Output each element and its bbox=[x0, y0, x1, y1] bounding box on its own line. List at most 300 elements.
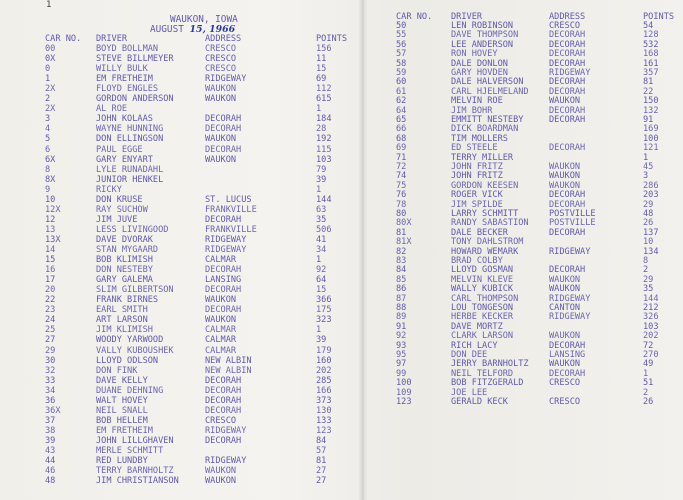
table-row bbox=[0, 235, 362, 245]
driver-name: WALLY KUBICK bbox=[451, 284, 514, 295]
driver-name: DALE HALVERSON bbox=[451, 77, 524, 88]
car-number: 6 bbox=[45, 144, 51, 155]
driver-address: WAUKON bbox=[549, 162, 581, 172]
points-value: 169 bbox=[643, 124, 659, 135]
header-address: ADDRESS bbox=[205, 34, 242, 44]
header-points: POINTS bbox=[316, 34, 348, 44]
driver-name: CLARK LARSON bbox=[451, 331, 514, 342]
driver-name: TIM MOLLERS bbox=[451, 133, 508, 144]
car-number: 6X bbox=[45, 154, 56, 165]
driver-name: GERALD KECK bbox=[451, 397, 508, 407]
car-number: 4 bbox=[45, 124, 51, 135]
car-number: 24 bbox=[45, 315, 56, 326]
car-number: 62 bbox=[396, 96, 407, 107]
car-number: 1 bbox=[45, 74, 51, 85]
driver-address: DECORAH bbox=[549, 105, 586, 116]
points-value: 532 bbox=[643, 39, 659, 50]
driver-address: WAUKON bbox=[549, 96, 581, 107]
car-number: 00 bbox=[45, 44, 56, 54]
points-value: 323 bbox=[316, 315, 332, 326]
points-value: 1 bbox=[316, 184, 322, 195]
points-value: 1 bbox=[643, 368, 649, 379]
car-number: 65 bbox=[396, 115, 407, 125]
driver-name: EMMITT NESTEBY bbox=[451, 115, 524, 125]
driver-name: BOB FITZGERALD bbox=[451, 378, 524, 389]
table-row bbox=[0, 215, 362, 225]
car-number: 10 bbox=[45, 194, 56, 205]
car-number: 80 bbox=[396, 209, 407, 219]
driver-name: DALE BECKER bbox=[451, 227, 508, 238]
table-row bbox=[0, 426, 362, 436]
points-value: 29 bbox=[643, 274, 654, 285]
table-row bbox=[0, 346, 362, 356]
driver-address: FRANKVILLE bbox=[205, 224, 257, 235]
points-value: 212 bbox=[643, 303, 659, 313]
driver-address: RIDGEWAY bbox=[205, 456, 247, 467]
driver-name: LLOYD ODLSON bbox=[96, 355, 159, 366]
driver-address: ST. LUCUS bbox=[205, 194, 252, 205]
driver-name: MERLE SCHMITT bbox=[96, 446, 164, 456]
driver-name: PAUL EGGE bbox=[96, 144, 143, 155]
points-value: 81 bbox=[316, 456, 327, 467]
car-number: 95 bbox=[396, 350, 407, 360]
driver-name: AL ROE bbox=[96, 104, 128, 115]
driver-name: DON NESTEBY bbox=[96, 265, 153, 276]
car-number: 83 bbox=[396, 256, 407, 266]
points-value: 270 bbox=[643, 350, 659, 360]
driver-address: RIDGEWAY bbox=[205, 245, 247, 255]
points-value: 615 bbox=[316, 94, 332, 105]
points-value: 2 bbox=[643, 265, 649, 276]
points-value: 202 bbox=[643, 331, 659, 342]
header-points: POINTS bbox=[643, 12, 675, 22]
points-value: 366 bbox=[316, 295, 332, 306]
driver-address: DECORAH bbox=[205, 214, 242, 225]
car-number: 99 bbox=[396, 368, 407, 379]
car-number: 74 bbox=[396, 171, 407, 182]
table-row bbox=[0, 376, 362, 386]
car-number: 14 bbox=[45, 245, 56, 255]
table-row bbox=[0, 356, 362, 366]
car-number: 78 bbox=[396, 199, 407, 210]
points-value: 285 bbox=[316, 375, 332, 386]
driver-address: DECORAH bbox=[205, 385, 242, 396]
points-value: 161 bbox=[643, 58, 659, 69]
car-number: 2X bbox=[45, 84, 56, 95]
car-number: 0 bbox=[45, 64, 51, 75]
driver-address: FRANKVILLE bbox=[205, 204, 257, 215]
driver-name: GARY HOVDEN bbox=[451, 68, 508, 78]
points-value: 81 bbox=[643, 77, 654, 88]
points-value: 357 bbox=[643, 68, 659, 78]
car-number: 0X bbox=[45, 54, 56, 65]
car-number: 5 bbox=[45, 134, 51, 145]
car-number: 58 bbox=[396, 58, 407, 69]
car-number: 20 bbox=[45, 285, 56, 296]
driver-name: NEIL TELFORD bbox=[451, 368, 514, 379]
points-value: 160 bbox=[316, 355, 332, 366]
points-value: 28 bbox=[316, 124, 327, 135]
car-number: 93 bbox=[396, 340, 407, 351]
table-row bbox=[0, 456, 362, 466]
points-value: 1 bbox=[316, 325, 322, 336]
points-value: 35 bbox=[316, 214, 327, 225]
points-value: 54 bbox=[643, 21, 654, 31]
points-value: 506 bbox=[316, 224, 332, 235]
car-number: 8X bbox=[45, 174, 56, 185]
table-row bbox=[0, 416, 362, 426]
driver-name: CARL THOMPSON bbox=[451, 293, 519, 304]
car-number: 36 bbox=[45, 395, 56, 406]
driver-name: ART LARSON bbox=[96, 315, 148, 326]
driver-name: JOHN FRITZ bbox=[451, 171, 503, 182]
car-number: 43 bbox=[45, 446, 56, 456]
table-row bbox=[0, 476, 362, 486]
driver-name: CARL HJELMELAND bbox=[451, 86, 529, 97]
driver-address: DECORAH bbox=[549, 30, 586, 41]
driver-address: WAUKON bbox=[205, 134, 237, 145]
driver-name: ED STEELE bbox=[451, 143, 498, 154]
car-number: 91 bbox=[396, 321, 407, 332]
driver-name: LEN ROBINSON bbox=[451, 21, 514, 31]
driver-name: DICK BOARDMAN bbox=[451, 124, 519, 135]
driver-address: CRESCO bbox=[549, 21, 581, 31]
points-value: 10 bbox=[643, 237, 654, 248]
table-row bbox=[0, 104, 362, 114]
driver-name: EM FRETHEIM bbox=[96, 425, 153, 436]
points-value: 3 bbox=[643, 171, 649, 182]
table-row bbox=[0, 295, 362, 305]
driver-name: MELVIN KLEVE bbox=[451, 274, 514, 285]
car-number: 46 bbox=[45, 466, 56, 477]
points-value: 123 bbox=[316, 425, 332, 436]
table-row bbox=[0, 386, 362, 396]
driver-address: DECORAH bbox=[205, 124, 242, 135]
table-row bbox=[0, 195, 362, 205]
car-number: 75 bbox=[396, 180, 407, 191]
car-number: 17 bbox=[45, 275, 56, 286]
car-number: 9 bbox=[45, 184, 51, 195]
driver-address: DECORAH bbox=[549, 190, 586, 201]
table-row bbox=[0, 54, 362, 64]
car-number: 88 bbox=[396, 303, 407, 313]
driver-name: JOHN FRITZ bbox=[451, 162, 503, 172]
driver-address: RIDGEWAY bbox=[549, 246, 591, 257]
driver-name: FLOYD ENGLES bbox=[96, 84, 159, 95]
driver-name: BRAD COLBY bbox=[451, 256, 503, 266]
points-value: 91 bbox=[643, 115, 654, 125]
car-number: 13 bbox=[45, 224, 56, 235]
header-car-no: CAR NO. bbox=[396, 12, 433, 22]
driver-address: WAUKON bbox=[205, 295, 237, 306]
driver-name: JOHN LILLGHAVEN bbox=[96, 435, 174, 446]
points-value: 326 bbox=[643, 312, 659, 323]
points-value: 103 bbox=[316, 154, 332, 165]
driver-name: LARRY SCHMITT bbox=[451, 209, 519, 219]
points-value: 184 bbox=[316, 114, 332, 125]
points-value: 34 bbox=[316, 245, 327, 255]
points-value: 100 bbox=[643, 133, 659, 144]
table-row bbox=[0, 406, 362, 416]
car-number: 61 bbox=[396, 86, 407, 97]
driver-name: DAVE MORTZ bbox=[451, 321, 503, 332]
points-value: 2 bbox=[643, 387, 649, 398]
driver-address: LANSING bbox=[549, 350, 586, 360]
car-number: 72 bbox=[396, 162, 407, 172]
points-value: 1 bbox=[316, 104, 322, 115]
points-value: 373 bbox=[316, 395, 332, 406]
car-number: 97 bbox=[396, 359, 407, 370]
table-row bbox=[365, 397, 683, 407]
driver-name: VALLY KUBOUSHEK bbox=[96, 345, 174, 356]
driver-name: STEVE BILLMEYER bbox=[96, 54, 174, 65]
driver-address: CRESCO bbox=[205, 54, 237, 65]
driver-name: LLOYD GOSMAN bbox=[451, 265, 514, 276]
driver-name: GARY ENYART bbox=[96, 154, 153, 165]
car-number: 44 bbox=[45, 456, 56, 467]
driver-address: CANTON bbox=[549, 303, 581, 313]
driver-address: WAUKON bbox=[549, 359, 581, 370]
points-value: 286 bbox=[643, 180, 659, 191]
points-value: 48 bbox=[643, 209, 654, 219]
points-value: 128 bbox=[643, 30, 659, 41]
car-number: 109 bbox=[396, 387, 412, 398]
table-row bbox=[0, 315, 362, 325]
driver-address: RIDGEWAY bbox=[205, 74, 247, 85]
points-value: 69 bbox=[316, 74, 327, 85]
table-row bbox=[0, 145, 362, 155]
table-row bbox=[0, 84, 362, 94]
driver-name: RANDY SABASTION bbox=[451, 218, 529, 229]
driver-name: GORDON ANDERSON bbox=[96, 94, 174, 105]
driver-address: DECORAH bbox=[549, 86, 586, 97]
points-value: 132 bbox=[643, 105, 659, 116]
driver-address: DECORAH bbox=[205, 395, 242, 406]
car-number: 56 bbox=[396, 39, 407, 50]
points-value: 112 bbox=[316, 84, 332, 95]
driver-name: JOE LEE bbox=[451, 387, 488, 398]
points-value: 179 bbox=[316, 345, 332, 356]
driver-name: DUANE DEHNING bbox=[96, 385, 164, 396]
driver-name: EM FRETHEIM bbox=[96, 74, 153, 85]
points-value: 26 bbox=[643, 397, 654, 407]
driver-address: WAUKON bbox=[549, 274, 581, 285]
driver-address: WAUKON bbox=[205, 466, 237, 477]
driver-address: DECORAH bbox=[549, 227, 586, 238]
driver-address: POSTVILLE bbox=[549, 209, 596, 219]
driver-name: DAVE THOMPSON bbox=[451, 30, 519, 41]
points-value: 29 bbox=[643, 199, 654, 210]
car-number: 80X bbox=[396, 218, 412, 229]
table-row bbox=[0, 134, 362, 144]
table-row bbox=[0, 255, 362, 265]
driver-address: CALMAR bbox=[205, 335, 237, 346]
driver-address: DECORAH bbox=[549, 115, 586, 125]
driver-address: WAUKON bbox=[205, 94, 237, 105]
driver-name: DON KRUSE bbox=[96, 194, 143, 205]
driver-address: NEW ALBIN bbox=[205, 365, 252, 376]
driver-name: JIM BOHR bbox=[451, 105, 493, 116]
car-number: 22 bbox=[45, 295, 56, 306]
car-number: 84 bbox=[396, 265, 407, 276]
driver-address: RIDGEWAY bbox=[549, 312, 591, 323]
car-number: 27 bbox=[45, 335, 56, 346]
points-value: 166 bbox=[316, 385, 332, 396]
driver-name: JERRY BARNHOLTZ bbox=[451, 359, 529, 370]
points-value: 49 bbox=[643, 359, 654, 370]
driver-name: LESS LIVINGOOD bbox=[96, 224, 169, 235]
driver-address: RIDGEWAY bbox=[549, 293, 591, 304]
driver-name: FRANK BIRNES bbox=[96, 295, 159, 306]
table-row bbox=[0, 466, 362, 476]
table-row bbox=[0, 94, 362, 104]
table-row bbox=[0, 114, 362, 124]
car-number: 82 bbox=[396, 246, 407, 257]
driver-name: BOYD BOLLMAN bbox=[96, 44, 159, 54]
points-value: 57 bbox=[316, 446, 327, 456]
driver-address: CALMAR bbox=[205, 325, 237, 336]
driver-address: DECORAH bbox=[205, 435, 242, 446]
driver-address: CRESCO bbox=[549, 397, 581, 407]
driver-address: WAUKON bbox=[205, 476, 237, 487]
car-number: 81X bbox=[396, 237, 412, 248]
driver-address: DECORAH bbox=[549, 340, 586, 351]
points-value: 15 bbox=[316, 64, 327, 75]
car-number: 32 bbox=[45, 365, 56, 376]
driver-name: LYLE RUNADAHL bbox=[96, 164, 164, 175]
driver-address: CALMAR bbox=[205, 345, 237, 356]
car-number: 71 bbox=[396, 152, 407, 163]
driver-name: RICKY bbox=[96, 184, 122, 195]
driver-name: LEE ANDERSON bbox=[451, 39, 514, 50]
driver-name: DAVE KELLY bbox=[96, 375, 148, 386]
driver-address: DECORAH bbox=[549, 49, 586, 60]
driver-address: DECORAH bbox=[205, 375, 242, 386]
car-number: 2X bbox=[45, 104, 56, 115]
car-number: 60 bbox=[396, 77, 407, 88]
points-value: 22 bbox=[643, 86, 654, 97]
driver-address: DECORAH bbox=[549, 143, 586, 154]
driver-address: WAUKON bbox=[549, 284, 581, 295]
header-address: ADDRESS bbox=[549, 12, 586, 22]
driver-address: LANSING bbox=[205, 275, 242, 286]
points-value: 156 bbox=[316, 44, 332, 54]
car-number: 59 bbox=[396, 68, 407, 78]
points-value: 39 bbox=[316, 335, 327, 346]
car-number: 86 bbox=[396, 284, 407, 295]
driver-name: WOODY YARWOOD bbox=[96, 335, 164, 346]
table-row bbox=[0, 446, 362, 456]
driver-name: WALT HOVEY bbox=[96, 395, 148, 406]
driver-name: NEIL SNALL bbox=[96, 405, 148, 416]
driver-address: NEW ALBIN bbox=[205, 355, 252, 366]
driver-address: CRESCO bbox=[205, 64, 237, 75]
driver-name: DON FINK bbox=[96, 365, 138, 376]
driver-address: RIDGEWAY bbox=[205, 234, 247, 245]
driver-name: LOU TONGESON bbox=[451, 303, 514, 313]
binder-mark: 1 bbox=[46, 0, 52, 10]
header-car-no: CAR NO. bbox=[45, 34, 82, 44]
points-value: 192 bbox=[316, 134, 332, 145]
driver-address: DECORAH bbox=[549, 368, 586, 379]
points-value: 144 bbox=[316, 194, 332, 205]
points-value: 64 bbox=[316, 275, 327, 286]
driver-name: HOWARD WEMARK bbox=[451, 246, 519, 257]
points-value: 1 bbox=[316, 255, 322, 266]
car-number: 68 bbox=[396, 133, 407, 144]
car-number: 64 bbox=[396, 105, 407, 116]
driver-name: SLIM GILBERTSON bbox=[96, 285, 174, 296]
points-value: 26 bbox=[643, 218, 654, 229]
driver-name: WAYNE HUNNING bbox=[96, 124, 164, 135]
car-number: 66 bbox=[396, 124, 407, 135]
date-month: AUGUST bbox=[150, 24, 184, 35]
driver-name: JIM JUVE bbox=[96, 214, 138, 225]
driver-name: STAN MYGAARD bbox=[96, 245, 159, 255]
car-number: 55 bbox=[396, 30, 407, 41]
car-number: 25 bbox=[45, 325, 56, 336]
table-row bbox=[0, 335, 362, 345]
driver-name: JIM KLIMISH bbox=[96, 325, 153, 336]
driver-name: TERRY MILLER bbox=[451, 152, 514, 163]
driver-name: GARY GALEMA bbox=[96, 275, 153, 286]
driver-name: JOHN KOLAAS bbox=[96, 114, 153, 125]
driver-name: RED LUNDBY bbox=[96, 456, 148, 467]
driver-address: DECORAH bbox=[205, 144, 242, 155]
driver-name: JUNIOR HENKEL bbox=[96, 174, 164, 185]
car-number: 39 bbox=[45, 435, 56, 446]
points-value: 8 bbox=[643, 256, 649, 266]
driver-address: CALMAR bbox=[205, 255, 237, 266]
car-number: 2 bbox=[45, 94, 51, 105]
driver-address: DECORAH bbox=[549, 39, 586, 50]
driver-address: WAUKON bbox=[549, 180, 581, 191]
car-number: 87 bbox=[396, 293, 407, 304]
points-value: 203 bbox=[643, 190, 659, 201]
driver-address: DECORAH bbox=[205, 405, 242, 416]
points-value: 103 bbox=[643, 321, 659, 332]
table-row bbox=[0, 124, 362, 134]
car-number: 13X bbox=[45, 234, 61, 245]
car-number: 81 bbox=[396, 227, 407, 238]
right-page bbox=[365, 0, 683, 500]
table-row bbox=[0, 325, 362, 335]
points-value: 134 bbox=[643, 246, 659, 257]
driver-name: RAY SUCHOW bbox=[96, 204, 148, 215]
car-number: 37 bbox=[45, 415, 56, 426]
points-value: 45 bbox=[643, 162, 654, 172]
points-value: 72 bbox=[643, 340, 654, 351]
driver-name: EARL SMITH bbox=[96, 305, 148, 316]
points-value: 115 bbox=[316, 144, 332, 155]
driver-address: DECORAH bbox=[205, 285, 242, 296]
points-value: 15 bbox=[316, 285, 327, 296]
table-row bbox=[0, 185, 362, 195]
table-row bbox=[0, 305, 362, 315]
driver-name: RICH LACY bbox=[451, 340, 498, 351]
points-value: 133 bbox=[316, 415, 332, 426]
table-row bbox=[0, 285, 362, 295]
points-value: 121 bbox=[643, 143, 659, 154]
driver-address: RIDGEWAY bbox=[205, 425, 247, 436]
table-row bbox=[0, 265, 362, 275]
points-value: 63 bbox=[316, 204, 327, 215]
table-row bbox=[0, 175, 362, 185]
car-number: 85 bbox=[396, 274, 407, 285]
car-number: 76 bbox=[396, 190, 407, 201]
points-value: 39 bbox=[316, 174, 327, 185]
table-row bbox=[0, 44, 362, 54]
